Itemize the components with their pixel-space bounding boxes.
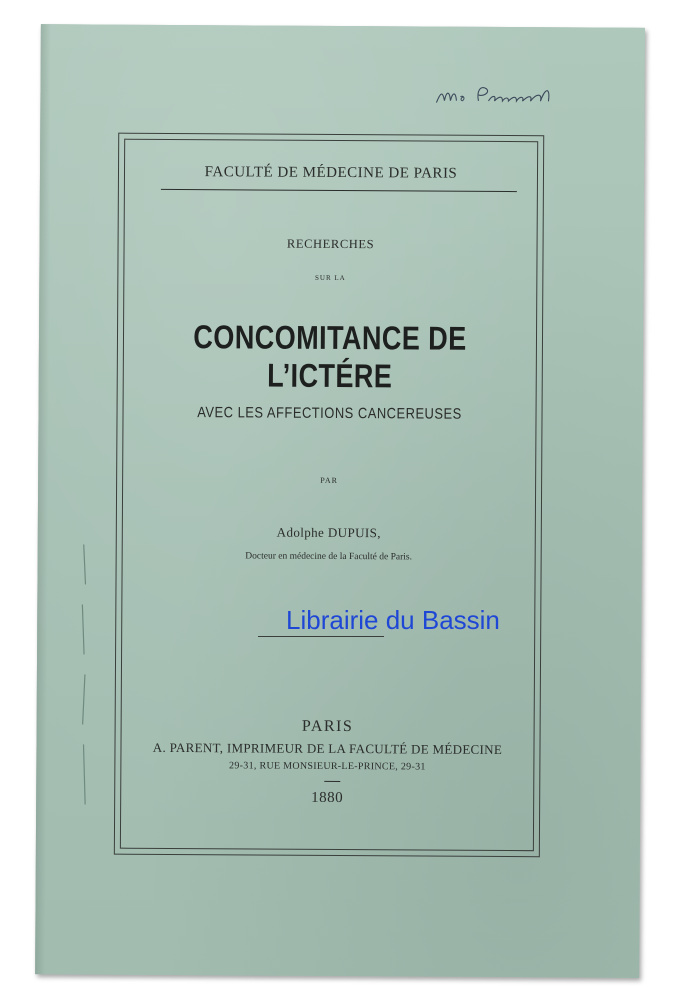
par-label: PAR [320,475,339,485]
book-title: CONCOMITANCE DE L’ICTÉRE [193,318,467,395]
year-dash [324,781,340,782]
author-description: Docteur en médecine de la Faculté de Paris. [245,551,413,563]
heading-rule [161,189,517,192]
book-cover [35,24,645,978]
publication-year: 1880 [311,789,344,807]
publication-city: PARIS [301,717,354,736]
cover-spine-edge [35,24,51,974]
author-name: Adolphe DUPUIS, [276,524,381,541]
bookseller-watermark: Librairie du Bassin [286,605,500,635]
title-frame-inner [120,139,538,852]
publisher-line: A. PARENT, IMPRIMEUR DE LA FACULTÉ DE MÉDECINE [152,739,503,757]
book-subtitle: AVEC LES AFFECTIONS CANCEREUSES [197,404,462,423]
handwritten-signature [432,79,564,114]
title-frame [114,133,544,858]
faculty-heading: FACULTÉ DE MÉDECINE DE PARIS [204,164,458,182]
spine-tape-marks [76,544,96,844]
sur-la-label: SUR LA [314,273,346,283]
publisher-address: 29-31, RUE MONSIEUR-LE-PRINCE, 29-31 [229,760,426,773]
ornament-rule [258,636,384,637]
recherches-label: RECHERCHES [286,236,375,252]
